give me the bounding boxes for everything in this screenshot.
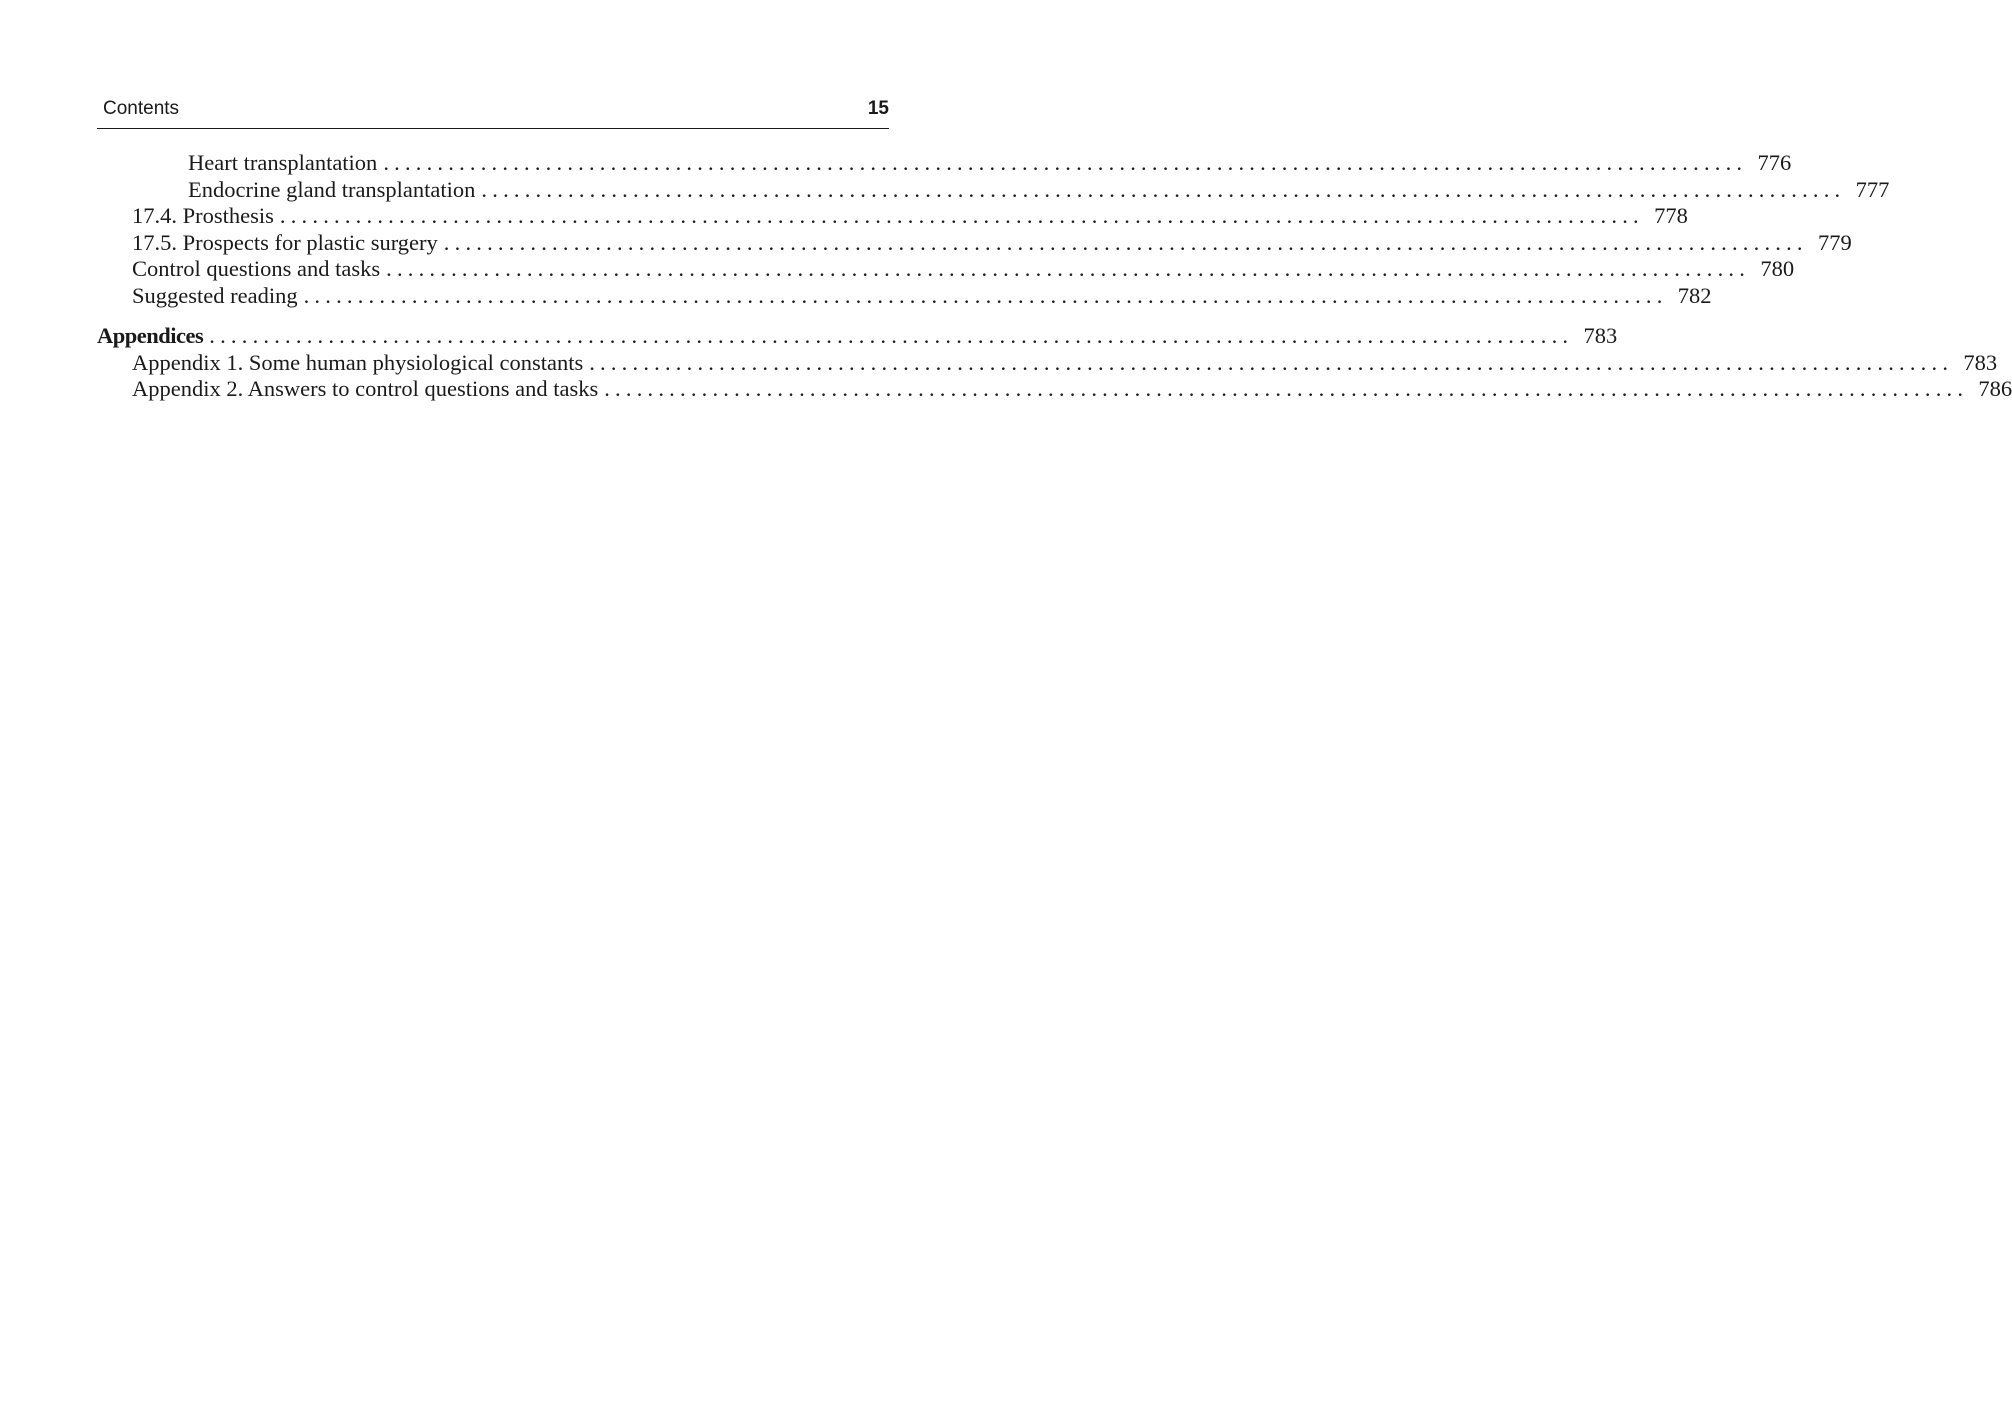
toc-entry-prospects-plastic-surgery[interactable] bbox=[97, 229, 1852, 257]
dot-leader: .............................................................................................................................. bbox=[443, 229, 1808, 255]
dot-leader: .............................................................................................................................. bbox=[209, 323, 1574, 348]
toc-entry-label: Appendices bbox=[97, 323, 204, 348]
toc-entry-page: 777 bbox=[1855, 176, 1890, 202]
dot-leader: .............................................................................................................................. bbox=[303, 282, 1668, 308]
toc-entry-label: Endocrine gland transplantation bbox=[188, 176, 476, 202]
toc-entry-endocrine-gland-transplantation[interactable] bbox=[97, 176, 1890, 204]
toc-entry-page: 780 bbox=[1760, 256, 1795, 281]
toc-entry-prosthesis[interactable] bbox=[97, 203, 1688, 230]
toc-entry-label: 17.4. Prosthesis bbox=[132, 203, 274, 228]
running-header bbox=[97, 96, 889, 129]
toc-entry-appendix-1[interactable] bbox=[97, 349, 1998, 377]
toc-entry-label: Heart transplantation bbox=[188, 150, 378, 175]
dot-leader: .............................................................................................................................. bbox=[589, 349, 1954, 375]
toc-entry-suggested-reading[interactable] bbox=[97, 282, 1712, 310]
toc-entry-label: Suggested reading bbox=[132, 282, 298, 308]
toc-entry-page: 778 bbox=[1654, 203, 1688, 228]
toc-entry-page: 783 bbox=[1583, 323, 1618, 348]
toc-entry-control-questions[interactable] bbox=[97, 256, 1795, 283]
toc-entry-label: Control questions and tasks bbox=[132, 256, 381, 281]
dot-leader: .............................................................................................................................. bbox=[481, 176, 1846, 202]
toc-entry-page: 776 bbox=[1757, 150, 1792, 175]
toc-entry-label: Appendix 1. Some human physiological constants bbox=[132, 349, 584, 375]
toc-entry-page: 779 bbox=[1818, 229, 1852, 255]
table-of-contents bbox=[97, 150, 2012, 403]
running-header-title: Contents bbox=[103, 98, 180, 119]
page-number: 15 bbox=[867, 98, 889, 119]
dot-leader: .............................................................................................................................. bbox=[279, 203, 1644, 228]
toc-entry-appendices[interactable] bbox=[97, 323, 1618, 350]
toc-entry-page: 783 bbox=[1963, 349, 1998, 375]
dot-leader: .............................................................................................................................. bbox=[604, 376, 1969, 401]
toc-entry-label: Appendix 2. Answers to control questions and tasks bbox=[132, 376, 599, 401]
dot-leader: .............................................................................................................................. bbox=[383, 150, 1748, 175]
toc-entry-page: 786 bbox=[1978, 376, 2012, 401]
toc-entry-heart-transplantation[interactable] bbox=[97, 150, 1792, 177]
toc-entry-appendix-2[interactable] bbox=[97, 376, 2012, 403]
dot-leader: .............................................................................................................................. bbox=[386, 256, 1751, 281]
toc-entry-label: 17.5. Prospects for plastic surgery bbox=[132, 229, 438, 255]
toc-entry-page: 782 bbox=[1677, 282, 1712, 308]
